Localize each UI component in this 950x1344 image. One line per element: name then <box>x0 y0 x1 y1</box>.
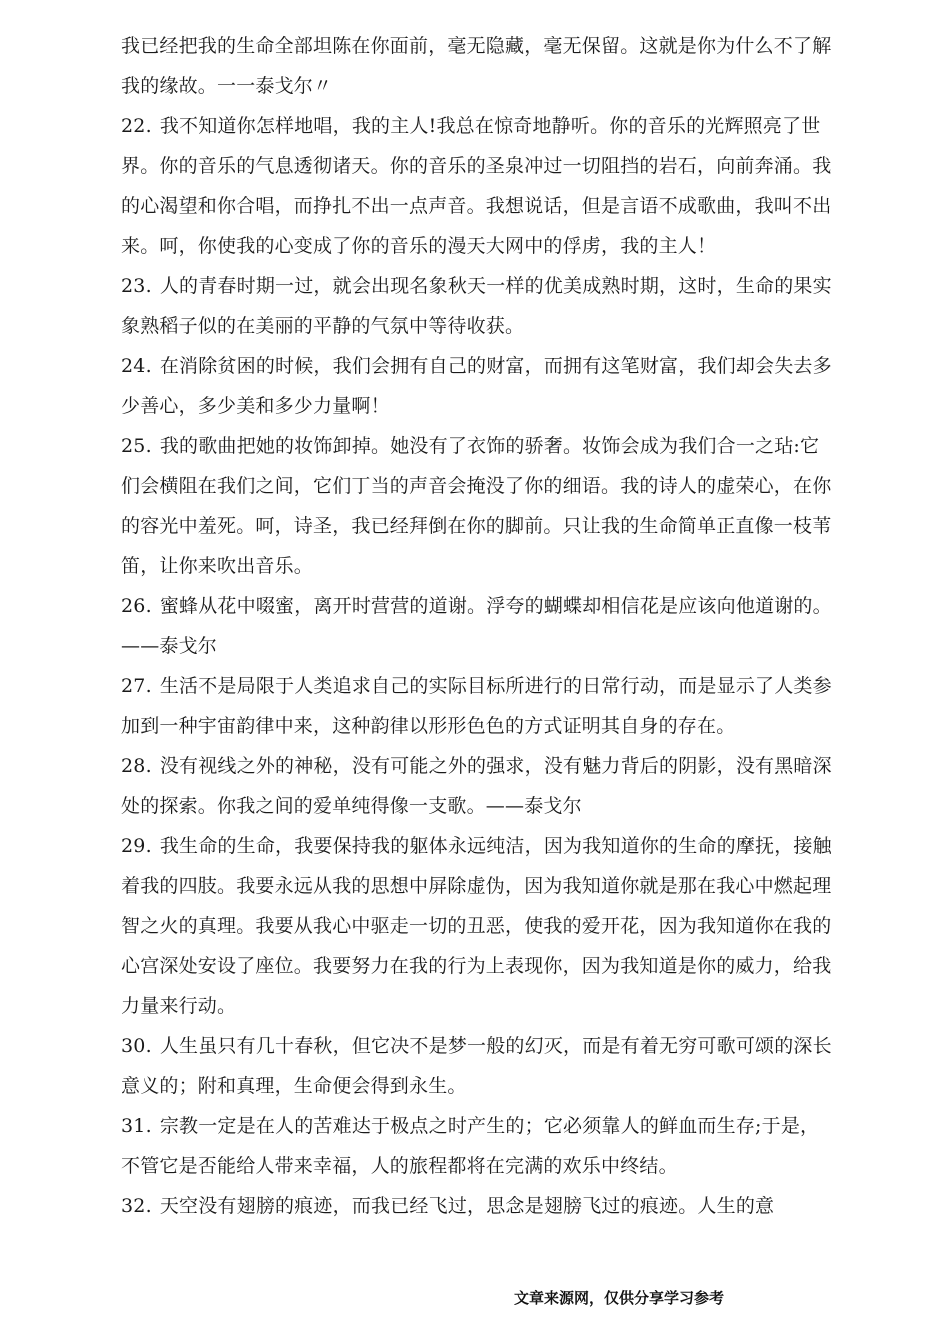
list-item <box>121 1026 833 1106</box>
item-text: 在消除贫困的时候，我们会拥有自己的财富，而拥有这笔财富，我们却会失去多少善心，多少美和多少力量啊！ <box>121 355 832 417</box>
list-item <box>121 1106 833 1186</box>
list-item <box>121 666 833 746</box>
item-number: 23. <box>121 275 152 297</box>
source-footer: 文章来源网，仅供分享学习参考 <box>514 1289 725 1307</box>
list-item <box>121 266 833 346</box>
item-number: 25. <box>121 435 152 457</box>
item-text: 人的青春时期一过，就会出现名象秋天一样的优美成熟时期，这时，生命的果实象熟稻子似的在美丽的平静的气氛中等待收获。 <box>121 275 832 337</box>
item-number: 32. <box>121 1195 152 1217</box>
item-number: 31. <box>121 1115 152 1137</box>
item-number: 29. <box>121 835 152 857</box>
item-number: 24. <box>121 355 152 377</box>
item-text: 我生命的生命，我要保持我的躯体永远纯洁，因为我知道你的生命的摩抚，接触着我的四肢。我要永远从我的思想中屏除虚伪，因为我知道你就是那在我心中燃起理智之火的真理。我要从我心中驱走一切的丑恶，使我的爱开花，因为我知道你在我的心宫深处安设了座位。我要努力在我的行为上表现你，因为我知道是你的威力，给我力量来行动。 <box>121 835 832 1017</box>
item-number: 26. <box>121 595 152 617</box>
item-number: 22. <box>121 115 152 137</box>
list-item <box>121 1186 833 1226</box>
list-item <box>121 106 833 266</box>
list-item <box>121 586 833 666</box>
item-text: 蜜蜂从花中啜蜜，离开时营营的道谢。浮夸的蝴蝶却相信花是应该向他道谢的。——泰戈尔 <box>121 595 832 657</box>
item-number: 28. <box>121 755 152 777</box>
item-text: 人生虽只有几十春秋，但它决不是梦一般的幻灭，而是有着无穷可歌可颂的深长意义的；附和真理，生命便会得到永生。 <box>121 1035 832 1097</box>
item-text: 生活不是局限于人类追求自己的实际目标所进行的日常行动，而是显示了人类参加到一种宇宙韵律中来，这种韵律以形形色色的方式证明其自身的存在。 <box>121 675 832 737</box>
list-item <box>121 746 833 826</box>
item-number: 27. <box>121 675 152 697</box>
list-item <box>121 826 833 1026</box>
list-item <box>121 346 833 426</box>
lead-paragraph: 我已经把我的生命全部坦陈在你面前，毫无隐藏，毫无保留。这就是你为什么不了解我的缘故。一一泰戈尔〃 <box>121 35 832 97</box>
item-text: 没有视线之外的神秘，没有可能之外的强求，没有魅力背后的阴影，没有黑暗深处的探索。你我之间的爱单纯得像一支歌。——泰戈尔 <box>121 755 832 817</box>
item-text: 我不知道你怎样地唱，我的主人!我总在惊奇地静听。你的音乐的光辉照亮了世界。你的音乐的气息透彻诸天。你的音乐的圣泉冲过一切阻挡的岩石，向前奔涌。我的心渴望和你合唱，而挣扎不出一点声音。我想说话，但是言语不成歌曲，我叫不出来。呵，你使我的心变成了你的音乐的漫天大网中的俘虏，我的主人！ <box>121 115 832 257</box>
item-text: 天空没有翅膀的痕迹，而我已经飞过，思念是翅膀飞过的痕迹。人生的意 <box>159 1195 775 1217</box>
item-text: 我的歌曲把她的妆饰卸掉。她没有了衣饰的骄奢。妆饰会成为我们合一之玷:它们会横阻在我们之间，它们丁当的声音会掩没了你的细语。我的诗人的虚荣心，在你的容光中羞死。呵，诗圣，我已经拜倒在你的脚前。只让我的生命简单正直像一枝苇笛，让你来吹出音乐。 <box>121 435 832 577</box>
item-text: 宗教一定是在人的苦难达于极点之时产生的；它必须靠人的鲜血而生存;于是，不管它是否能给人带来幸福，人的旅程都将在完满的欢乐中终结。 <box>121 1115 820 1177</box>
item-number: 30. <box>121 1035 152 1057</box>
document-body <box>121 26 833 1226</box>
list-item <box>121 426 833 586</box>
